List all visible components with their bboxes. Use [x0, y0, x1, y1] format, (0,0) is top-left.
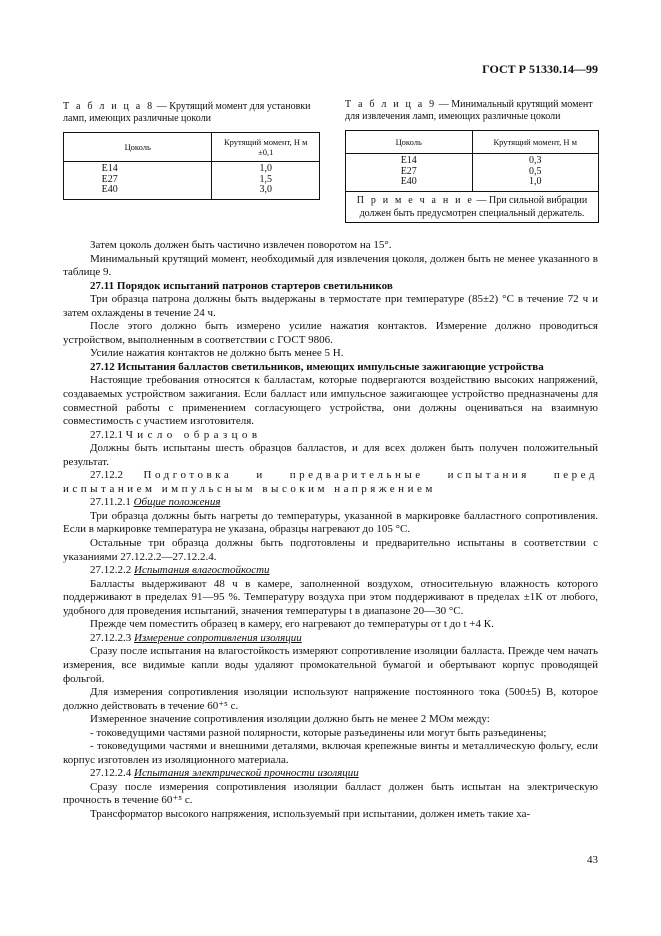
paragraph: Три образца должны быть нагреты до температуры, указанной в маркировке балластного сопротивления. Если в маркировке температура не указана, образцы нагревают до 105 °С. [63, 509, 598, 536]
subsection-title: Общие положения [133, 496, 221, 509]
table9-cell-value: 0,5 [529, 165, 542, 177]
paragraph: Настоящие требования относятся к балластам, которые подвергаются воздействию высоких напряжений, создаваемых устройством зажигания. Если балласт или импульсное зажигающее устройство предназначены для совместной работы с применением согласующего устройства, они должны оцениваться на взаимную совместимость с участием изготовителя. [63, 374, 598, 428]
table8-caption-text: — Крутящий момент для установки ламп, имеющих различные цоколи [63, 101, 311, 124]
table9-note-prefix: П р и м е ч а н и е [356, 194, 474, 206]
subsection-number: 27.12.1 [90, 428, 123, 441]
subsection-heading-27-11-2-1 [63, 496, 598, 510]
paragraph: Сразу после измерения сопротивления изоляции балласт должен быть испытан на электрическую прочность в течение 60⁺⁵ с. [63, 780, 598, 807]
paragraph: После этого должно быть измерено усилие нажатия контактов. Измерение должно проводиться устройством, выполненным в соответствии с ГОСТ 9806. [63, 320, 598, 346]
subsection-number: 27.12.2.4 [90, 767, 132, 780]
table8-caption [63, 101, 320, 125]
table9-note-text: — При сильной вибрации должен быть предусмотрен специальный держатель. [359, 194, 588, 219]
subsection-heading-27-12-2 [63, 469, 598, 496]
table8-header-torque: Крутящий момент, Н м ±0,1 [212, 133, 320, 162]
paragraph: Три образца патрона должны быть выдержаны в термостате при температуре (85±2) °С в течение 72 ч и затем охлаждены в течение 24 ч. [63, 293, 598, 319]
subsection-number: 27.12.2 [90, 469, 123, 482]
table8-cell-value: 1,0 [259, 163, 272, 174]
table8-caption-prefix: Т а б л и ц а 8 [63, 101, 155, 112]
table8-cell-base: E27 [101, 173, 118, 185]
paragraph: Прежде чем поместить образец в камеру, его нагревают до температуры от t до t +4 К. [90, 618, 494, 631]
table9-cell-value: 0,3 [529, 155, 542, 166]
subsection-title: Измерение сопротивления изоляции [134, 631, 302, 644]
paragraph: Затем цоколь должен быть частично извлечен поворотом на 15°. [90, 239, 392, 251]
table9-caption-text: — Минимальный крутящий момент для извлечения ламп, имеющих различные цоколи [345, 99, 593, 122]
table9 [345, 130, 599, 223]
paragraph: Усилие нажатия контактов не должно быть менее 5 Н. [90, 347, 344, 360]
table9-cell-base: E27 [400, 165, 417, 177]
section-heading-27-11: 27.11 Порядок испытаний патронов стартеров светильников [90, 279, 393, 292]
table9-caption [345, 99, 600, 123]
subsection-title: Испытания электрической прочности изоляции [134, 767, 359, 780]
table9-data [346, 154, 599, 192]
body-text [63, 239, 598, 822]
subsection-heading-27-12-2-2 [63, 564, 598, 578]
paragraph: Трансформатор высокого напряжения, используемый при испытании, должен иметь такие ха- [90, 807, 531, 820]
paragraph: Должны быть испытаны шесть образцов балластов, и для всех должен быть получен положительный результат. [63, 442, 598, 468]
subsection-heading-27-12-2-4 [63, 767, 598, 781]
table9-caption-prefix: Т а б л и ц а 9 [345, 99, 437, 110]
paragraph: Сразу после испытания на влагостойкость измеряют сопротивление изоляции балласта. Прежде чем начать измерения, все видимые капли воды удаляют промокательной бумагой и обертывают корпус проводящей фольгой. [63, 645, 598, 685]
table9-cell-base: E40 [400, 176, 417, 187]
paragraph: Минимальный крутящий момент, необходимый для извлечения цоколя, должен быть не менее указанного в таблице 9. [63, 252, 598, 279]
list-item: - токоведущими частями разной полярности, которые разъединены или могут быть разъединены; [90, 726, 547, 739]
subsection-title: Число образцов [125, 428, 262, 441]
paragraph: Измеренное значение сопротивления изоляции должно быть не менее 2 МОм между: [90, 713, 490, 726]
table9-cell-value: 1,0 [529, 176, 542, 187]
table9-note [346, 191, 599, 222]
document-header-code: ГОСТ Р 51330.14—99 [482, 62, 598, 76]
paragraph: Балласты выдерживают 48 ч в камере, заполненной воздухом, относительную влажность которого поддерживают в пределах 91—95 %. Температуру воздуха при этом поддерживают в пределах ±1К от любого, удобного для проведения испытаний, значения температуры t в диапазоне 20—30 °С. [63, 577, 598, 617]
paragraph: Для измерения сопротивления изоляции используют напряжение постоянного тока (500±5) В, которое должно действовать в течение 60⁺⁵ с. [63, 686, 598, 712]
subsection-number: 27.12.2.2 [90, 564, 132, 577]
subsection-number: 27.11.2.1 [90, 496, 131, 509]
table8-cell-value: 3,0 [259, 184, 272, 195]
table8-cell-base: E14 [101, 163, 118, 174]
table8-cell-base: E40 [101, 184, 118, 195]
subsection-heading-27-12-1 [63, 429, 598, 443]
table9-header-torque: Крутящий момент, Н м [472, 131, 599, 154]
table8-header-base: Цоколь [64, 133, 212, 162]
list-item: - токоведущими частями и внешними деталями, включая крепежные винты и металлическую фольгу, если корпус изготовлен из изоляционного материала. [63, 740, 598, 766]
subsection-heading-27-12-2-3 [63, 632, 598, 646]
paragraph: Остальные три образца должны быть подготовлены и предварительно испытаны в соответствии с указаниями 27.12.2.2—27.12.2.4. [63, 537, 598, 563]
section-heading-27-12: 27.12 Испытания балластов светильников, имеющих импульсные зажигающие устройства [90, 360, 544, 373]
subsection-title: Испытания влагостойкости [134, 564, 270, 577]
subsection-title: Подготовка и предварительные испытания перед испытанием импульсным высоким напряжением [63, 469, 599, 495]
table8-cell-value: 1,5 [259, 173, 272, 185]
table9-header-base: Цоколь [346, 131, 473, 154]
subsection-number: 27.12.2.3 [90, 631, 132, 644]
table9-cell-base: E14 [400, 155, 417, 166]
table8-data [64, 162, 320, 200]
table8 [63, 132, 320, 200]
page-number: 43 [587, 854, 598, 866]
